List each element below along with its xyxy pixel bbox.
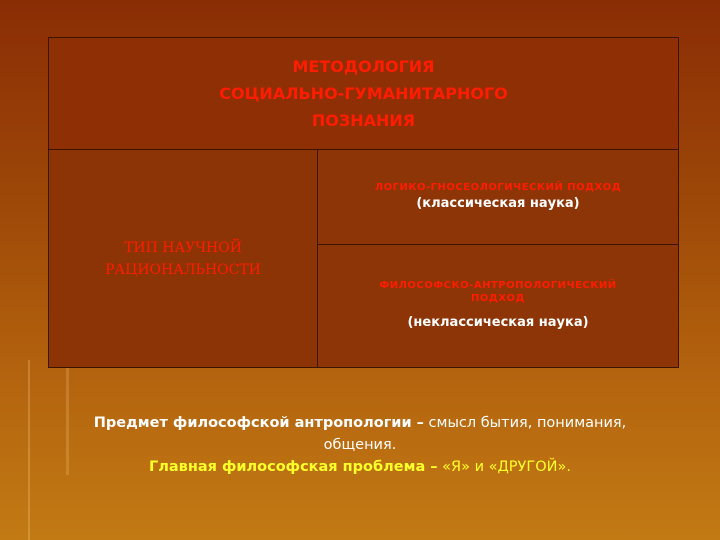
subject-text: смысл бытия, понимания,	[423, 415, 627, 431]
approach-title: ФИЛОСОФСКО-АНТРОПОЛОГИЧЕСКИЙ	[379, 280, 617, 292]
footer-line-1	[20, 412, 700, 434]
subject-label: Предмет философской антропологии –	[93, 415, 424, 431]
approach-cell-nonclassical	[318, 245, 679, 368]
problem-text: «Я» и «ДРУГОЙ».	[437, 459, 571, 475]
header-line-1: МЕТОДОЛОГИЯ	[292, 57, 435, 76]
header-line-3: ПОЗНАНИЯ	[311, 111, 416, 130]
problem-label: Главная философская проблема –	[149, 459, 438, 475]
rationality-type-cell	[49, 150, 318, 368]
type-label-line-2: РАЦИОНАЛЬНОСТИ	[105, 261, 261, 278]
table-header-cell	[49, 38, 679, 150]
header-line-2: СОЦИАЛЬНО-ГУМАНИТАРНОГО	[219, 84, 508, 103]
approach-subtitle: (классическая наука)	[416, 195, 580, 211]
approach-subtitle: (неклассическая наука)	[407, 315, 589, 331]
footer-line-2: общения.	[323, 437, 397, 453]
approach-title-cont: ПОДХОД	[471, 293, 525, 305]
footer-line-3	[20, 456, 700, 478]
methodology-table	[48, 37, 679, 368]
type-label-line-1: ТИП НАУЧНОЙ	[124, 239, 242, 256]
footer-text	[20, 412, 700, 478]
approach-cell-classical	[318, 150, 679, 245]
approach-title: ЛОГИКО-ГНОСЕОЛОГИЧЕСКИЙ ПОДХОД	[374, 181, 622, 193]
